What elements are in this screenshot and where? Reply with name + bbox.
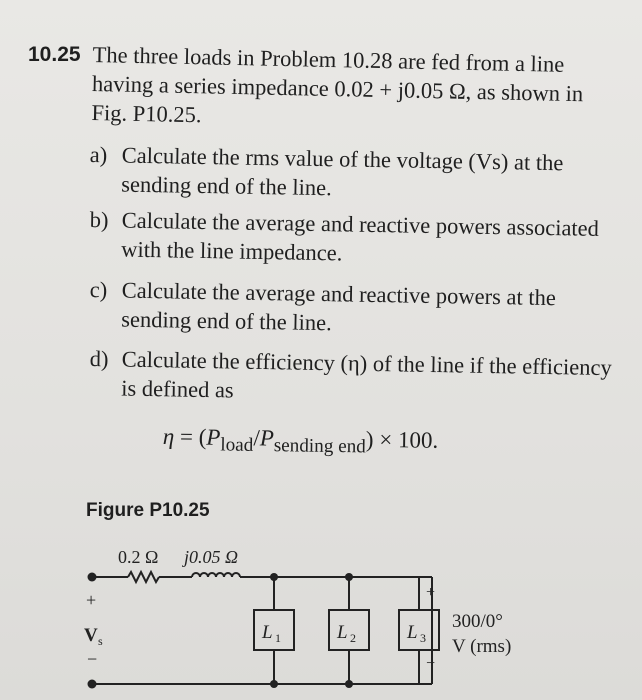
source-sub: s xyxy=(98,634,103,648)
p-sending: P xyxy=(259,425,275,451)
problem-intro: The three loads in Problem 10.28 are fed from a line having a series impedance 0.02 + j0.05 Ω, as shown in Fig. P10.25. xyxy=(91,41,584,128)
source-label: V xyxy=(84,625,98,646)
eq-open: = ( xyxy=(174,424,207,450)
part-label: d) xyxy=(89,345,109,372)
resistor xyxy=(128,572,159,582)
inductor xyxy=(192,573,240,577)
node-bottom-1 xyxy=(270,680,278,688)
source-plus: + xyxy=(86,590,97,610)
inductor-label: j0.05 Ω xyxy=(184,547,239,567)
load-3-letter: L xyxy=(407,622,418,643)
load-2-letter: L xyxy=(337,622,348,643)
figure-title: Figure P10.25 xyxy=(86,500,210,521)
load-box-1 xyxy=(254,610,294,650)
part-label: a) xyxy=(89,141,108,168)
load-3-sub: 3 xyxy=(420,631,426,645)
load-1-letter: L xyxy=(262,622,273,643)
load-box-2 xyxy=(329,610,369,650)
node-top-2 xyxy=(345,573,353,581)
resistor-label: 0.2 Ω xyxy=(118,547,159,567)
terminal-bottom xyxy=(88,680,97,689)
load-plus: + xyxy=(426,584,436,601)
source-minus: − xyxy=(87,649,98,669)
part-text: Calculate the average and reactive powers associated with the line impedance. xyxy=(121,207,600,266)
part-label: b) xyxy=(89,206,109,233)
eq-slash: / xyxy=(253,425,260,451)
load-voltage-unit: V (rms) xyxy=(452,636,512,657)
p-sending-sub: sending end xyxy=(273,435,366,458)
node-top-1 xyxy=(270,573,278,581)
terminal-top xyxy=(88,573,97,582)
node-bottom-2 xyxy=(345,680,353,688)
load-1-sub: 1 xyxy=(275,631,281,645)
p-load-sub: load xyxy=(220,434,254,456)
load-voltage: 300/0° xyxy=(452,611,503,632)
part-label: c) xyxy=(89,276,108,303)
eta-symbol: η xyxy=(162,424,175,450)
p-load: P xyxy=(206,424,221,450)
load-minus: − xyxy=(426,655,436,672)
eq-close: ) × 100. xyxy=(365,426,439,453)
load-2-sub: 2 xyxy=(350,631,356,645)
problem-number: 10.25 xyxy=(28,43,81,66)
part-text: Calculate the efficiency (η) of the line if the efficiency is defined as xyxy=(121,346,612,403)
part-text: Calculate the average and reactive powers at the sending end of the line. xyxy=(121,277,557,336)
part-text: Calculate the rms value of the voltage (Vs) at the sending end of the line. xyxy=(121,142,564,201)
